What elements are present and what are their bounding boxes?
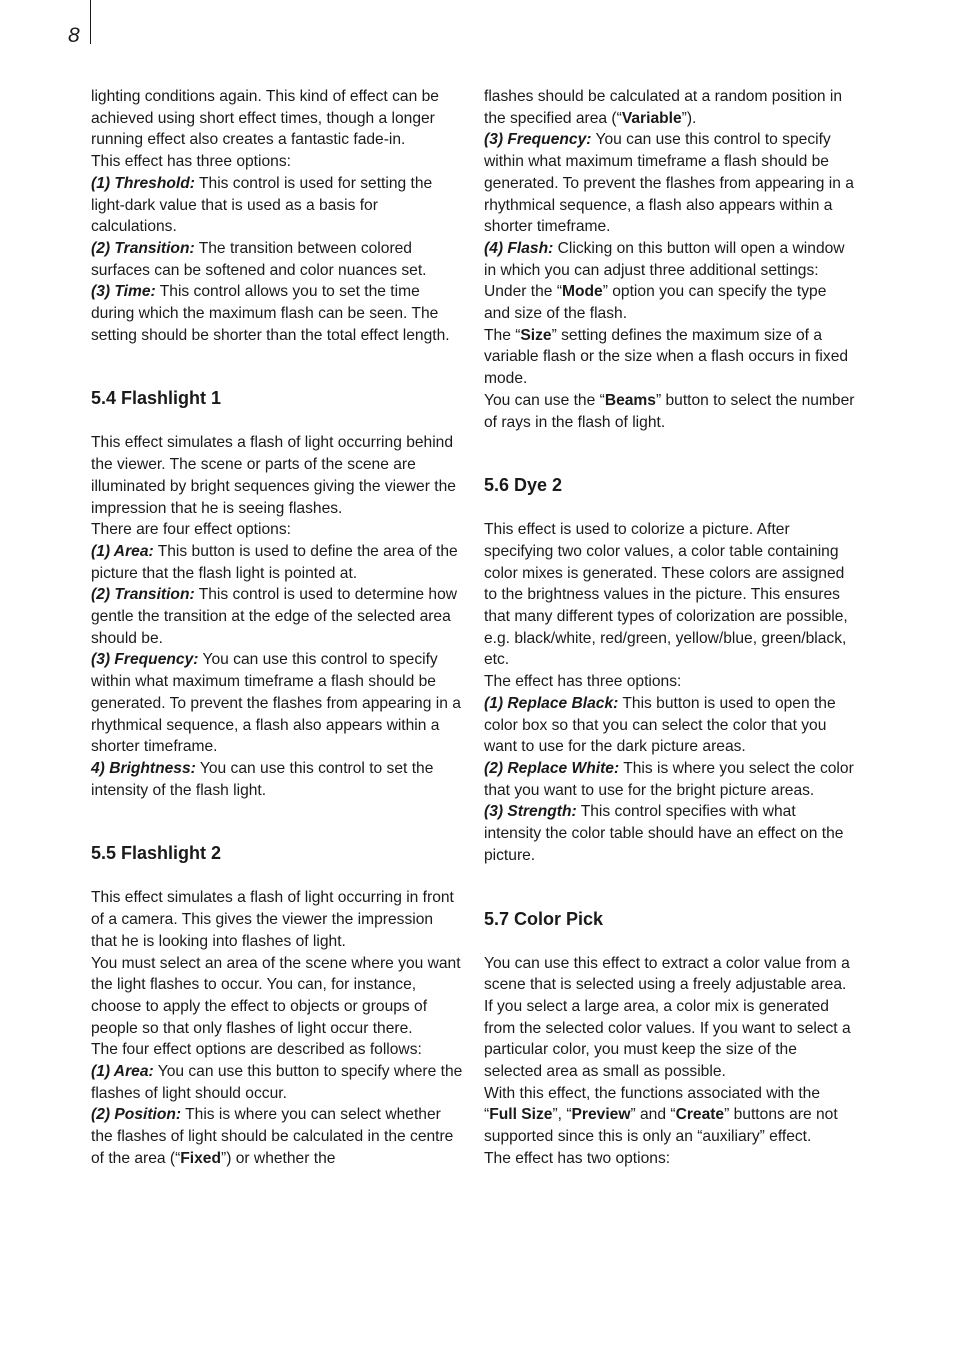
- flashlight-2-options-lead: The four effect options are described as follows:: [91, 1041, 422, 1059]
- flashlight-1-description: This effect simulates a flash of light occurring behind the viewer. The scene or parts of the scene are illuminated by bright sequences giving the viewer the impression that he is seeing flashes.: [91, 434, 456, 517]
- intro-paragraph: lighting conditions again. This kind of effect can be achieved using short effect times, though a longer running effect also creates a fantastic fade-in.: [91, 88, 439, 149]
- setting-text: You can use the “: [484, 391, 605, 409]
- option-label: (4) Flash:: [484, 239, 554, 257]
- flashlight-2-flash-option: [484, 238, 856, 281]
- header-rule: [90, 0, 91, 44]
- flashlight-2-position-option: [91, 1104, 463, 1169]
- color-pick-functions-note: [484, 1083, 856, 1148]
- option-text: You can use this control to set the intensity of the flash light.: [91, 759, 434, 799]
- create-term: Create: [675, 1106, 725, 1124]
- note-text: With this effect, the functions associated with the “: [484, 1084, 821, 1124]
- color-pick-options-lead: The effect has two options:: [484, 1149, 671, 1167]
- section-heading-flashlight-2: 5.5 Flashlight 2: [91, 843, 222, 864]
- flashlight-2-area-instructions: You must select an area of the scene where you want the light flashes to occur. You can, for instance, choose to apply the effect to objects or groups of people so that only flashes of light occur there.: [91, 954, 461, 1037]
- setting-text: The “: [484, 326, 521, 344]
- section-heading-color-pick: 5.7 Color Pick: [484, 908, 604, 929]
- option-label: (3) Strength:: [484, 803, 577, 821]
- dye-2-description: This effect is used to colorize a picture. After specifying two color values, a color table containing color mixes is generated. These colors are assigned to the brightness values in the picture. This ensures that many different types of colorization are possible, e.g. black/white, red/green, yellow/blue, green/black, etc.: [484, 521, 848, 669]
- option-text: You can use this control to specify within what maximum timeframe a flash should be generated. To prevent the flashes from appearing in a rhythmical sequence, a flash also appears within a shorter timeframe.: [484, 131, 854, 236]
- mode-setting: [484, 281, 856, 324]
- note-text: ” buttons are not supported since this is only an “auxiliary” effect.: [484, 1106, 838, 1146]
- note-text: ”, “: [552, 1106, 572, 1124]
- setting-text: ” option you can specify the type and size of the flash.: [484, 283, 827, 323]
- option-text: You can use this control to specify within what maximum timeframe a flash should be generated. To prevent the flashes from appearing in a rhythmical sequence, a flash also appears within a shorter timeframe.: [91, 651, 461, 756]
- option-text: This control allows you to set the time during which the maximum flash can be seen. The setting should be shorter than the total effect length.: [91, 283, 450, 344]
- beams-term: Beams: [604, 391, 656, 409]
- position-continuation: [484, 86, 856, 129]
- option-label: (1) Area:: [91, 542, 154, 560]
- option-label: (1) Area:: [91, 1063, 154, 1081]
- time-option: [91, 281, 463, 346]
- option-label: (1) Replace Black:: [484, 694, 619, 712]
- threshold-option: [91, 173, 463, 238]
- option-text: This control is used to determine how gentle the transition at the edge of the selected area should be.: [91, 586, 458, 647]
- setting-text: Under the “: [484, 283, 563, 301]
- full-size-term: Full Size: [489, 1106, 553, 1124]
- option-text: You can use this button to specify where the flashes of light should occur.: [91, 1063, 463, 1102]
- intro-options-lead: This effect has three options:: [91, 153, 291, 171]
- page-number: 8: [68, 24, 80, 47]
- dye-2-options-lead: The effect has three options:: [484, 673, 682, 691]
- fixed-term: Fixed: [180, 1149, 222, 1167]
- option-text: This is where you select the color that you want to use for the bright picture areas.: [484, 759, 854, 799]
- flashlight-1-frequency-option: [91, 649, 463, 758]
- size-term: Size: [520, 326, 552, 344]
- option-label: (2) Replace White:: [484, 759, 620, 777]
- option-text: This control specifies with what intensity the color table should have an effect on the picture.: [484, 803, 844, 864]
- option-label: (3) Frequency:: [91, 651, 199, 669]
- flashlight-1-transition-option: [91, 584, 463, 649]
- continuation-text: ”).: [681, 109, 697, 127]
- replace-white-option: [484, 758, 856, 801]
- option-label: (3) Time:: [91, 283, 156, 301]
- option-label: (2) Position:: [91, 1106, 182, 1124]
- option-text: ”) or whether the: [221, 1149, 336, 1167]
- flashlight-1-brightness-option: [91, 758, 463, 801]
- setting-text: ” button to select the number of rays in the flash of light.: [484, 391, 855, 431]
- option-label: (1) Threshold:: [91, 174, 195, 192]
- note-text: ” and “: [630, 1106, 676, 1124]
- continuation-text: flashes should be calculated at a random position in the specified area (“: [484, 88, 843, 127]
- section-heading-flashlight-1: 5.4 Flashlight 1: [91, 388, 222, 409]
- left-column: [91, 86, 463, 1170]
- mode-term: Mode: [562, 283, 603, 301]
- replace-black-option: [484, 693, 856, 758]
- flashlight-1-options-lead: There are four effect options:: [91, 521, 291, 539]
- variable-term: Variable: [621, 109, 682, 127]
- option-text: Clicking on this button will open a window in which you can adjust three additional settings:: [484, 239, 845, 279]
- right-column: [484, 86, 856, 1170]
- option-label: (2) Transition:: [91, 586, 195, 604]
- flashlight-2-frequency-option: [484, 129, 856, 238]
- option-text: This button is used to define the area of the picture that the flash light is pointed at.: [91, 542, 458, 582]
- size-setting: [484, 325, 856, 390]
- flashlight-2-area-option: [91, 1061, 463, 1104]
- section-heading-dye-2: 5.6 Dye 2: [484, 475, 563, 496]
- option-text: This is where you can select whether the flashes of light should be calculated in the centre of the area (“: [91, 1106, 454, 1167]
- option-label: 4) Brightness:: [91, 759, 196, 777]
- setting-text: ” setting defines the maximum size of a variable flash or the size when a flash occurs in fixed mode.: [484, 326, 849, 388]
- color-pick-description: You can use this effect to extract a color value from a scene that is selected using a freely adjustable area. If you select a large area, a color mix is generated from the selected color values. If you want to select a particular color, you must keep the size of the selected area as small as possible.: [484, 954, 851, 1081]
- option-text: This button is used to open the color box so that you can select the color that you want to use for the dark picture areas.: [484, 694, 836, 756]
- option-label: (2) Transition:: [91, 239, 195, 257]
- option-label: (3) Frequency:: [484, 131, 592, 149]
- flashlight-2-description: This effect simulates a flash of light occurring in front of a camera. This gives the viewer the impression that he is looking into flashes of light.: [91, 889, 454, 950]
- option-text: The transition between colored surfaces can be softened and color nuances set.: [91, 239, 427, 279]
- preview-term: Preview: [571, 1106, 631, 1124]
- transition-option: [91, 238, 463, 281]
- strength-option: [484, 801, 856, 866]
- option-text: This control is used for setting the light-dark value that is used as a basis for calculations.: [91, 174, 433, 236]
- beams-setting: [484, 390, 856, 433]
- flashlight-1-area-option: [91, 541, 463, 584]
